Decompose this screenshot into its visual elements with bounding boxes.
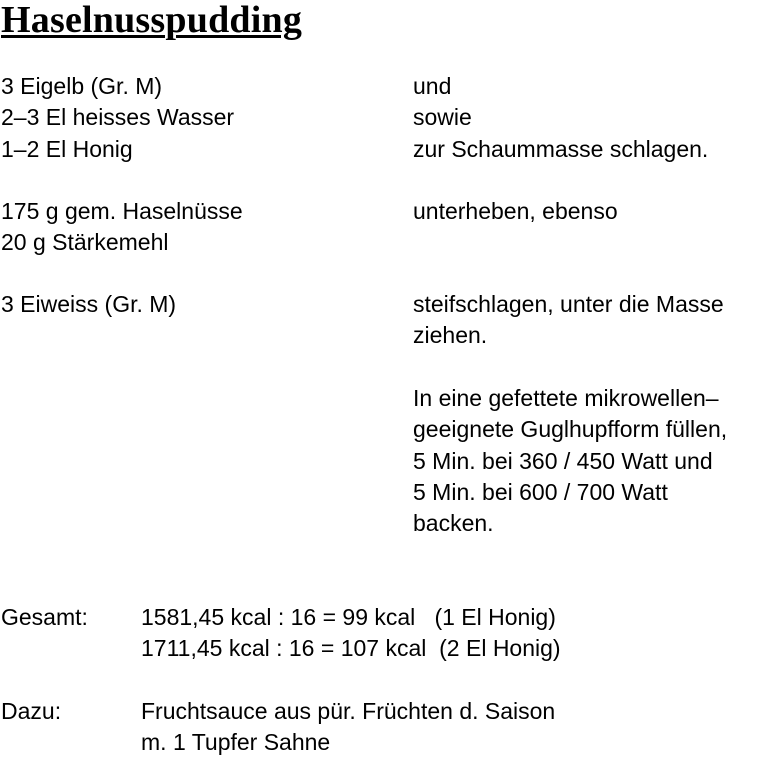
ingredient-amount: 3 Eiweiss (Gr. M) [1,291,177,317]
totals-line: 1581,45 kcal : 16 = 99 kcal (1 El Honig) [141,604,556,630]
instruction-line: 5 Min. bei 360 / 450 Watt und [413,448,713,474]
ingredient-action: und [413,73,452,99]
ingredient-action: zur Schaummasse schlagen. [413,136,709,162]
ingredient-amount: 175 g gem. Haselnüsse [1,198,243,224]
instruction-line: geeignete Guglhupfform füllen, [413,416,728,442]
ingredient-amount: 3 Eigelb (Gr. M) [1,73,163,99]
serving-label: Dazu: [1,698,62,724]
ingredient-amount: 2–3 El heisses Wasser [1,104,235,130]
recipe-title: Haselnusspudding [1,0,303,41]
totals-label: Gesamt: [1,604,88,630]
ingredient-action: steifschlagen, unter die Masse [413,291,724,317]
instruction-line: In eine gefettete mikrowellen– [413,385,719,411]
serving-line: m. 1 Tupfer Sahne [141,729,331,755]
ingredient-amount: 1–2 El Honig [1,136,133,162]
instruction-line: backen. [413,510,494,536]
ingredient-action: unterheben, ebenso [413,198,618,224]
serving-line: Fruchtsauce aus pür. Früchten d. Saison [141,698,556,724]
totals-line: 1711,45 kcal : 16 = 107 kcal (2 El Honig) [141,635,561,661]
ingredient-amount: 20 g Stärkemehl [1,229,169,255]
instruction-line: 5 Min. bei 600 / 700 Watt [413,479,668,505]
ingredient-action: sowie [413,104,472,130]
ingredient-action: ziehen. [413,322,488,348]
